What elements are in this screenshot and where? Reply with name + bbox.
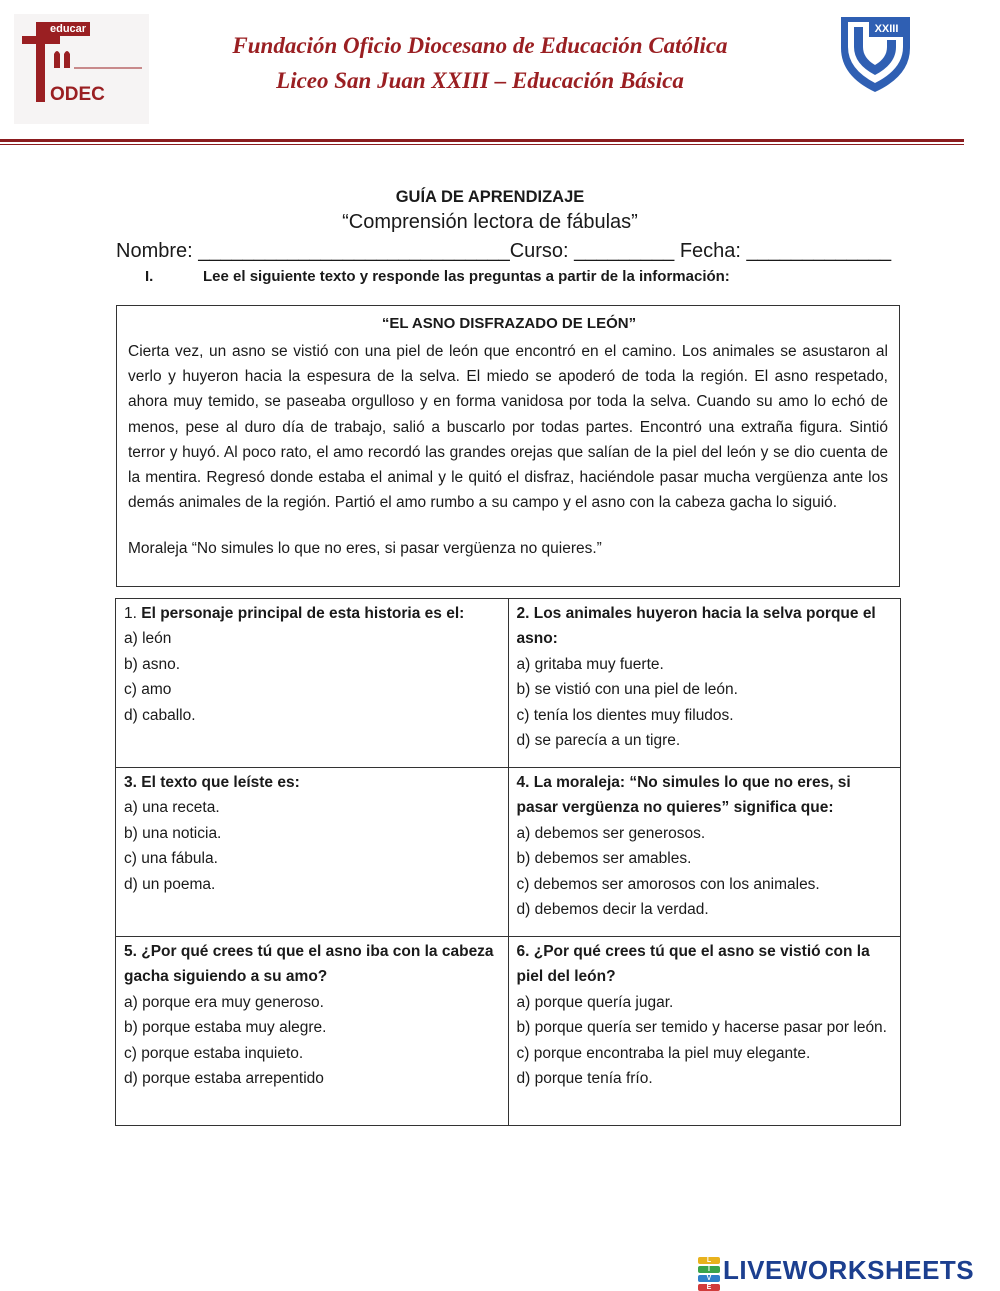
lw-icon-i: I <box>698 1266 720 1273</box>
header-divider-thin <box>0 144 964 145</box>
odec-logo-tagline: educar <box>50 23 87 35</box>
question-text: ¿Por qué crees tú que el asno iba con la cabeza gacha siguiendo a su amo? <box>124 943 494 986</box>
option-b[interactable]: b) asno. <box>124 655 181 673</box>
option-b[interactable]: b) porque estaba muy alegre. <box>124 1019 327 1037</box>
question-4 <box>508 768 901 937</box>
option-a[interactable]: a) gritaba muy fuerte. <box>516 655 664 673</box>
school-shield-text: XXIII <box>874 23 899 35</box>
option-d[interactable]: d) un poema. <box>124 875 216 893</box>
question-text: Los animales huyeron hacia la selva porque el asno: <box>516 605 876 648</box>
table-row <box>116 768 901 937</box>
liveworksheets-brand: LIVEWORKSHEETS <box>723 1254 975 1285</box>
questions-table <box>115 598 901 1126</box>
option-b[interactable]: b) debemos ser amables. <box>516 850 692 868</box>
question-number: 4. <box>516 774 530 791</box>
lw-icon-l: L <box>698 1257 720 1264</box>
question-1 <box>116 599 509 768</box>
instruction-number: I. <box>145 268 154 285</box>
lw-icon-e: E <box>698 1284 720 1291</box>
option-c[interactable]: c) debemos ser amorosos con los animales. <box>516 875 820 893</box>
institution-line-1: Fundación Oficio Diocesano de Educación Católica <box>232 33 728 58</box>
story-body: Cierta vez, un asno se vistió con una piel de león que encontró en el camino. Los animales se asustaron al verlo y huyeron hacia la espesura de la selva. El miedo se apoderó de toda la región. El asno respetado, ahora muy temido, se paseaba orgulloso y en forma vanidosa por toda la selva. Cuando su amo lo echó de menos, pese al duro día de trabajo, salió a buscarlo por todas partes. Encontró una extraña figura. Sintió terror y huyó. Al poco rato, el amo recordó las grandes orejas que salían de la piel del león y se dio cuenta de la mentira. Regresó donde estaba el animal y le quitó el disfraz, haciéndole pasar mucha vergüenza ante los demás animales de la región. Partió el amo rumbo a su campo y el asno con la cabeza gacha lo siguió. <box>128 343 888 512</box>
instruction <box>145 268 730 285</box>
student-info-line: Nombre: ____________________________Curso: _________ Fecha: _____________ <box>116 240 892 262</box>
institution-line-2: Liceo San Juan XXIII – Educación Básica <box>276 68 684 93</box>
question-6 <box>508 937 901 1126</box>
guide-title: GUÍA DE APRENDIZAJE <box>395 188 585 206</box>
option-d[interactable]: d) porque tenía frío. <box>516 1070 653 1088</box>
option-b[interactable]: b) se vistió con una piel de león. <box>516 681 738 699</box>
option-a[interactable]: a) debemos ser generosos. <box>516 824 706 842</box>
story-box <box>116 305 900 587</box>
option-d[interactable]: d) debemos decir la verdad. <box>516 901 709 919</box>
question-number: 6. <box>516 943 530 960</box>
liveworksheets-logo <box>698 1254 975 1291</box>
option-c[interactable]: c) amo <box>124 681 172 699</box>
option-c[interactable]: c) una fábula. <box>124 850 218 868</box>
odec-logo-name: ODEC <box>50 84 105 105</box>
option-b[interactable]: b) una noticia. <box>124 824 222 842</box>
question-text: ¿Por qué crees tú que el asno se vistió con la piel del león? <box>516 943 870 986</box>
instruction-text: Lee el siguiente texto y responde las preguntas a partir de la información: <box>203 268 730 285</box>
question-3 <box>116 768 509 937</box>
option-a[interactable]: a) león <box>124 630 172 648</box>
question-text: La moraleja: “No simules lo que no eres, si pasar vergüenza no quieres” significa que: <box>516 774 851 817</box>
question-number: 1. <box>124 605 137 622</box>
story-title: “EL ASNO DISFRAZADO DE LEÓN” <box>381 315 637 332</box>
school-shield <box>838 14 913 94</box>
option-a[interactable]: a) porque era muy generoso. <box>124 993 324 1011</box>
option-c[interactable]: c) tenía los dientes muy filudos. <box>516 706 734 724</box>
option-d[interactable]: d) se parecía a un tigre. <box>516 732 681 750</box>
odec-logo <box>14 14 149 124</box>
question-number: 5. <box>124 943 137 960</box>
option-b[interactable]: b) porque quería ser temido y hacerse pasar por león. <box>516 1019 887 1037</box>
option-c[interactable]: c) porque encontraba la piel muy elegante. <box>516 1044 811 1062</box>
option-c[interactable]: c) porque estaba inquieto. <box>124 1044 304 1062</box>
table-row <box>116 599 901 768</box>
story-moral: Moraleja “No simules lo que no eres, si pasar vergüenza no quieres.” <box>128 540 602 557</box>
option-a[interactable]: a) una receta. <box>124 799 220 817</box>
liveworksheets-icon <box>698 1256 720 1291</box>
question-2 <box>508 599 901 768</box>
question-text: El personaje principal de esta historia es el: <box>141 605 465 622</box>
table-row <box>116 937 901 1126</box>
question-5 <box>116 937 509 1126</box>
guide-subtitle: “Comprensión lectora de fábulas” <box>342 211 638 233</box>
question-number: 3. <box>124 774 137 791</box>
option-a[interactable]: a) porque quería jugar. <box>516 993 674 1011</box>
question-text: El texto que leíste es: <box>141 774 300 791</box>
option-d[interactable]: d) caballo. <box>124 706 196 724</box>
header-divider <box>0 139 964 142</box>
question-number: 2. <box>516 605 530 622</box>
option-d[interactable]: d) porque estaba arrepentido <box>124 1070 324 1088</box>
lw-icon-v: V <box>698 1275 720 1282</box>
